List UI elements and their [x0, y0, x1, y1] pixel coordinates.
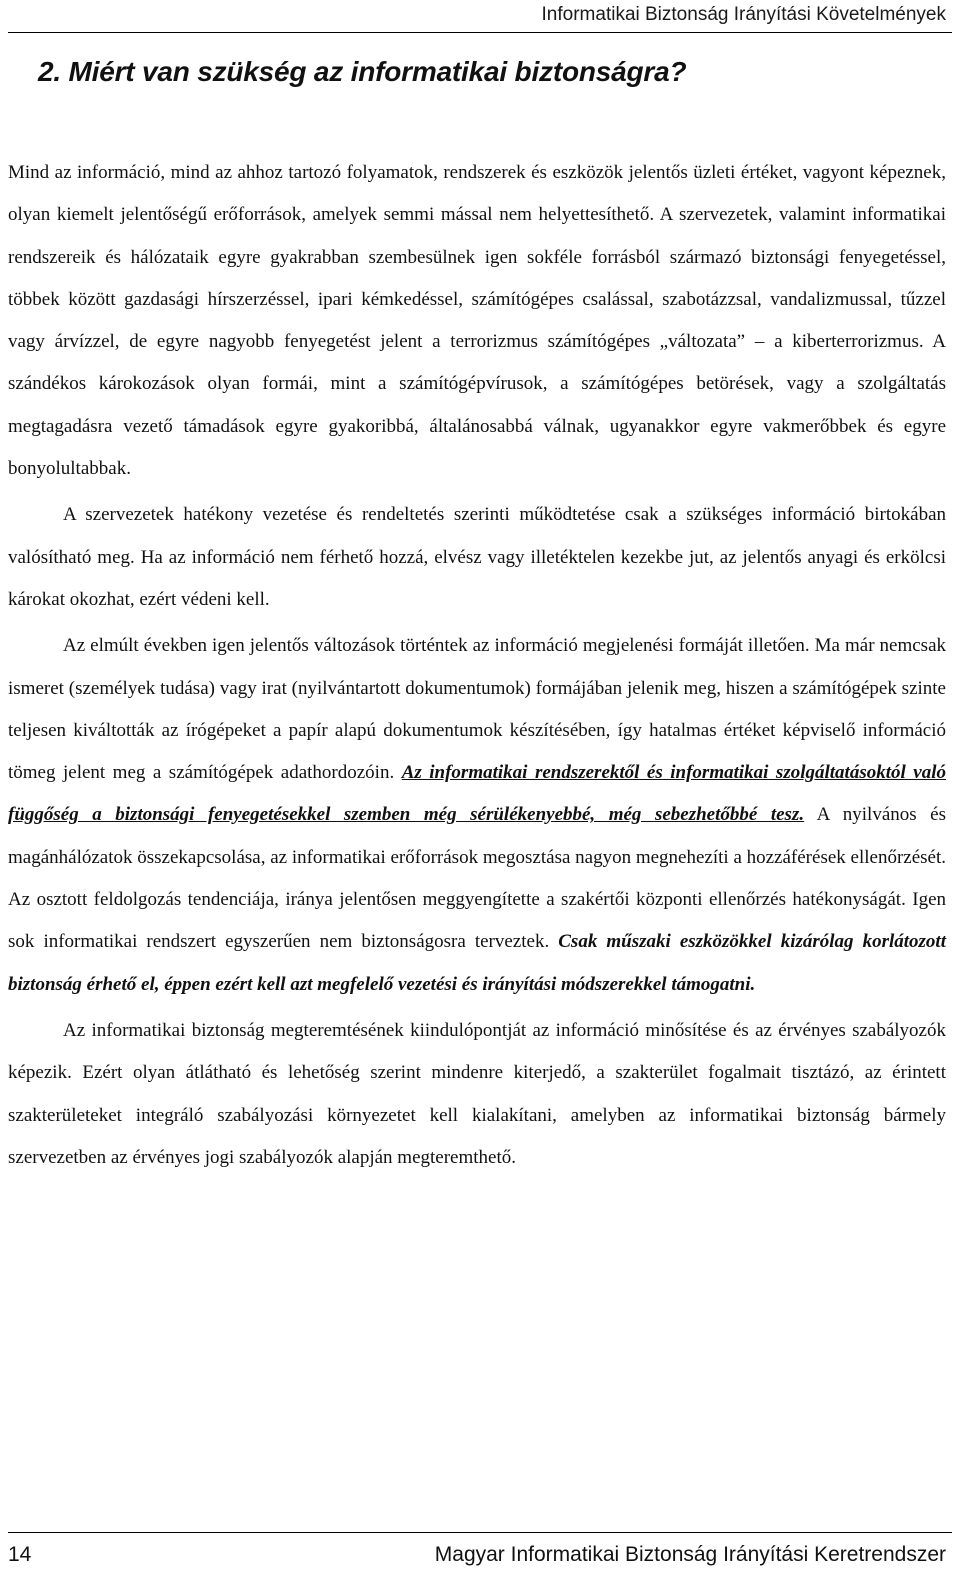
- paragraph-1: Mind az információ, mind az ahhoz tartozó folyamatok, rendszerek és eszközök jelentős üzleti értéket, vagyont képeznek, olyan kiemelt jelentőségű erőforrások, amelyek semmi mással nem helyettesíthető. A szervezetek, valamint informatikai rendszereik és hálózataik egyre gyakrabban szembesülnek igen sokféle forrásból származó biztonsági fenyegetéssel, többek között gazdasági hírszerzéssel, ipari kémkedéssel, számítógépes csalással, szabotázzsal, vandalizmussal, tűzzel vagy árvízzel, de egyre nagyobb fenyegetést jelent a terrorizmus számítógépes „változata” – a kiberterrorizmus. A szándékos károkozások olyan formái, mint a számítógépvírusok, a számítógépes betörések, vagy a szolgáltatás megtagadásra vezető támadások egyre gyakoribbá, általánosabbá válnak, ugyanakkor egyre vakmerőbbek és egyre bonyolultabbak.: [8, 162, 946, 480]
- chapter-title: 2. Miért van szükség az informatikai biztonságra?: [38, 56, 687, 87]
- running-header: Informatikai Biztonság Irányítási Követelmények: [541, 4, 946, 25]
- emphasis-dependency-statement: Az informatikai rendszerektől és informatikai szolgáltatásoktól való függőség a biztonsági fenyegetésekkel szemben még sérülékenyebbé, még sebezhetőbbé tesz.: [8, 762, 946, 826]
- page-number: 14: [8, 1543, 32, 1566]
- body-text: [8, 152, 946, 1183]
- paragraph-3-text-before: Az elmúlt években igen jelentős változások történtek az információ megjelenési formáját illetően. Ma már nemcsak ismeret (személyek tudása) vagy irat (nyilvántartott dokumentumok) formájában jelenik meg, hiszen a számítógépek szinte teljesen kiváltották az írógépeket a papír alapú dokumentumok készítésében, így hatalmas értéket képviselő információ tömeg jelent meg a számítógépek adathordozóin.: [8, 635, 946, 784]
- paragraph-2: A szervezetek hatékony vezetése és rendeltetés szerinti működtetése csak a szükséges információ birtokában valósítható meg. Ha az információ nem férhető hozzá, elvész vagy illetéktelen kezekbe jut, az jelentős anyagi és erkölcsi károkat okozhat, ezért védeni kell.: [8, 504, 946, 610]
- emphasis-management-statement: Csak műszaki eszközökkel kizárólag korlátozott biztonság érhető el, éppen ezért kell azt megfelelő vezetési és irányítási módszerekkel támogatni.: [8, 931, 946, 995]
- paragraph-3: [8, 625, 946, 1006]
- footer-title: Magyar Informatikai Biztonság Irányítási Keretrendszer: [434, 1543, 946, 1566]
- paragraph-4: Az informatikai biztonság megteremtésének kiindulópontját az információ minősítése és az érvényes szabályozók képezik. Ezért olyan átlátható és lehetőség szerint mindenre kiterjedő, a szakterület fogalmait tisztázó, az érintett szakterületeket integráló szabályozási környezetet kell kialakítani, amelyben az informatikai biztonság bármely szervezetben az érvényes jogi szabályozók alapján megteremthető.: [8, 1019, 946, 1168]
- paragraph-3-text-middle: A nyilvános és magánhálózatok összekapcsolása, az informatikai erőforrások megosztása nagyon megnehezíti a hozzáférések ellenőrzését. Az osztott feldolgozás tendenciája, iránya jelentősen meggyengítette a szakértői központi ellenőrzés hatékonyságát. Igen sok informatikai rendszert egyszerűen nem biztonságosra terveztek.: [8, 804, 946, 953]
- header-rule: [8, 32, 952, 33]
- footer-rule: [8, 1532, 952, 1533]
